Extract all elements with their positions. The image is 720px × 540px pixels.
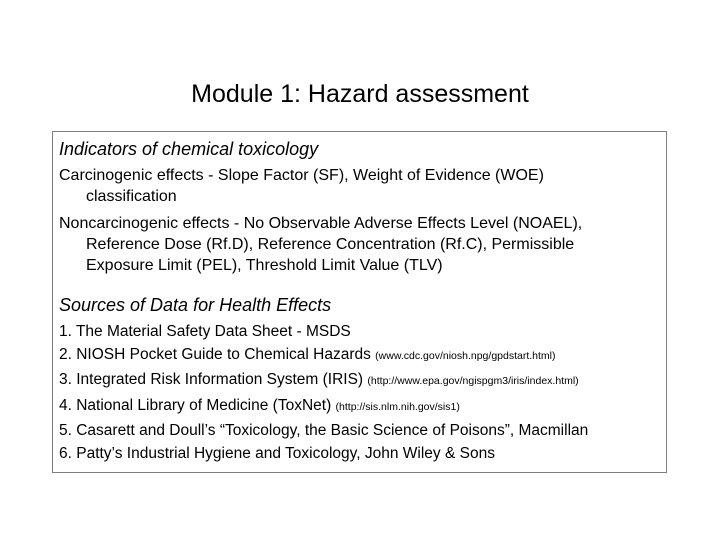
source-text: 1. The Material Safety Data Sheet - MSDS (59, 323, 351, 340)
source-item-msds (59, 320, 588, 343)
indicator-line: Reference Dose (Rf.D), Reference Concentration (Rf.C), Permissible (86, 236, 575, 253)
slide-title: Module 1: Hazard assessment (191, 80, 529, 108)
source-text: 3. Integrated Risk Information System (IRIS) (59, 371, 364, 389)
source-item-iris (59, 368, 588, 393)
source-list (59, 320, 588, 465)
indicator-noncarcinogenic (59, 213, 582, 276)
source-url[interactable]: (http://sis.nlm.nih.gov/sis1) (335, 400, 460, 413)
source-url[interactable]: (www.cdc.gov/niosh.npg/gpdstart.html) (375, 350, 556, 363)
indicators-heading: Indicators of chemical toxicology (59, 139, 319, 159)
source-text: 2. NIOSH Pocket Guide to Chemical Hazards (59, 346, 371, 364)
source-item-casarett-doull (59, 419, 588, 442)
indicator-line: Carcinogenic effects - Slope Factor (SF), Weight of Evidence (WOE) (59, 167, 544, 184)
source-item-patty (59, 442, 588, 465)
source-item-niosh (59, 343, 588, 368)
sources-heading: Sources of Data for Health Effects (59, 295, 332, 315)
source-text: 5. Casarett and Doull’s “Toxicology, the Basic Science of Poisons”, Macmillan (59, 421, 589, 439)
indicator-line: classification (86, 188, 177, 205)
source-url[interactable]: (http://www.epa.gov/ngispgm3/iris/index.html) (367, 375, 579, 388)
source-item-toxnet (59, 394, 588, 419)
indicator-carcinogenic (59, 165, 544, 207)
source-text: 6. Patty’s Industrial Hygiene and Toxicology, John Wiley & Sons (59, 445, 495, 463)
source-text: 4. National Library of Medicine (ToxNet) (59, 396, 332, 414)
indicator-line: Exposure Limit (PEL), Threshold Limit Value (TLV) (86, 257, 443, 274)
indicator-line: Noncarcinogenic effects - No Observable Adverse Effects Level (NOAEL), (59, 215, 583, 232)
